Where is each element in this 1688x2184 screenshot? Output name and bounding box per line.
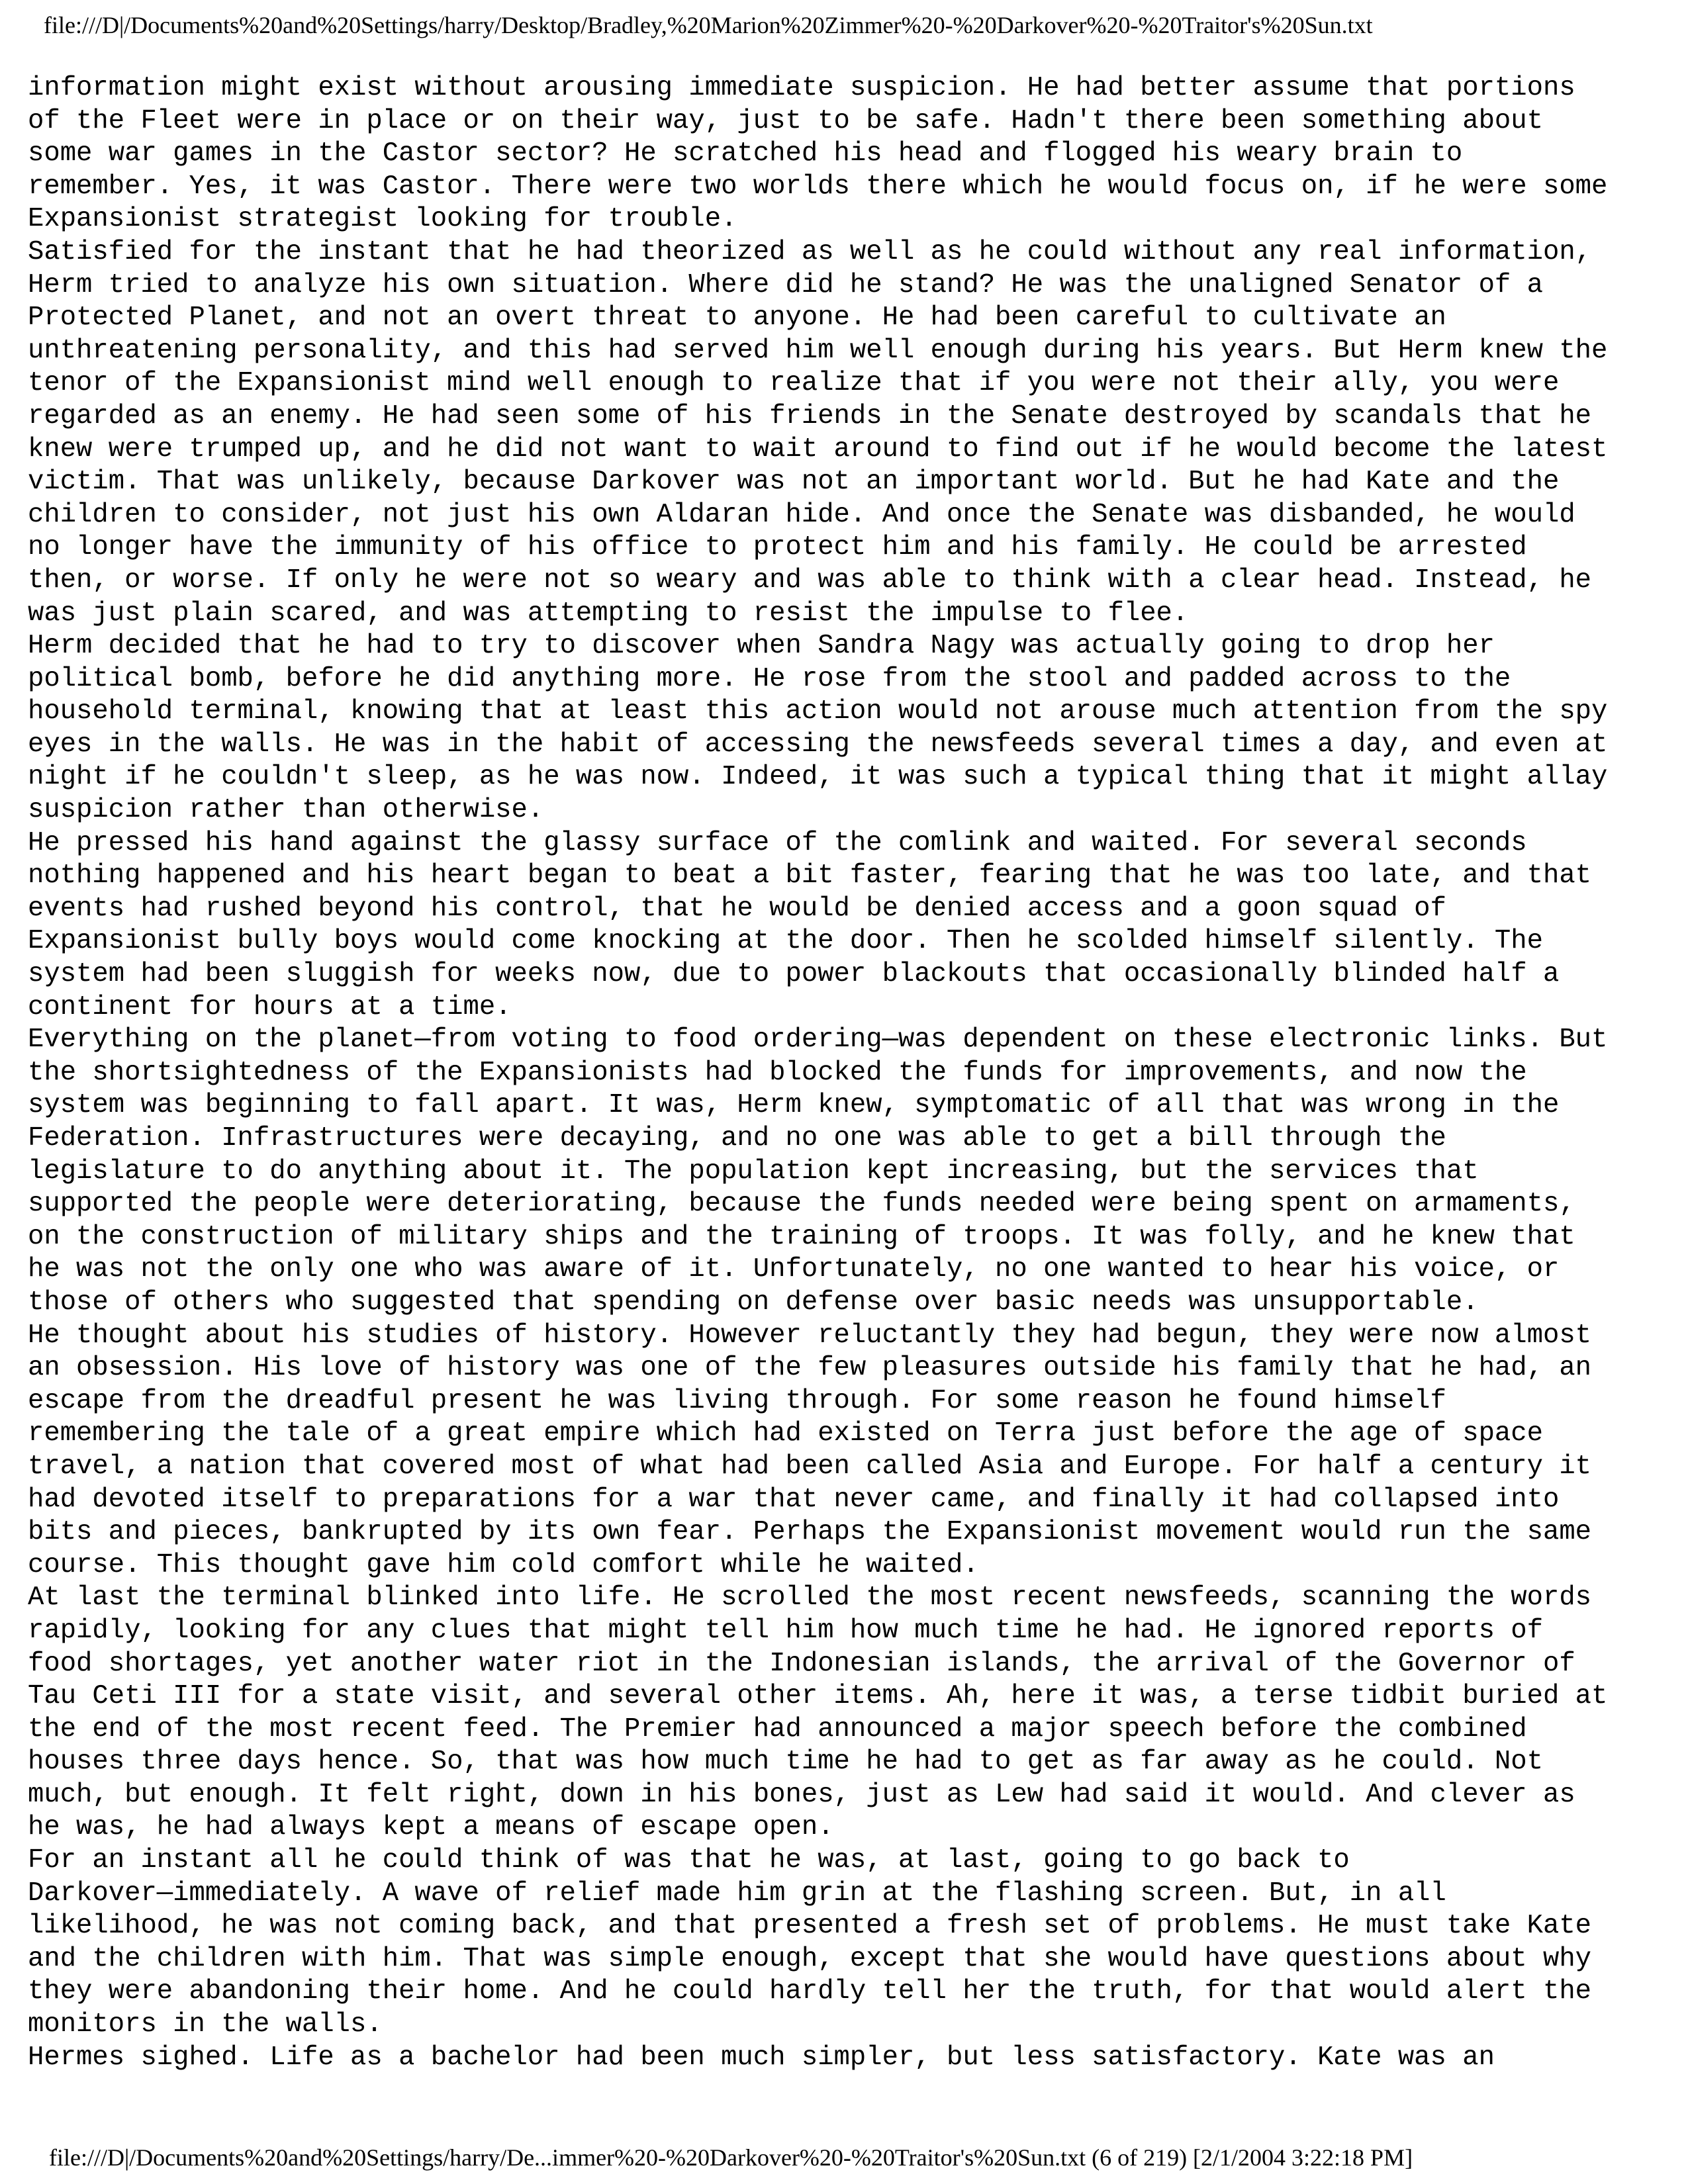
- text-line: victim. That was unlikely, because Darkover was not an important world. But he had Kate and the: [28, 467, 1560, 498]
- text-line: much, but enough. It felt right, down in his bones, just as Lew had said it would. And clever as: [28, 1779, 1575, 1810]
- text-line: suspicion rather than otherwise.: [28, 795, 544, 826]
- text-line: some war games in the Castor sector? He scratched his head and flogged his weary brain to: [28, 138, 1463, 169]
- text-line: Herm decided that he had to try to discover when Sandra Nagy was actually going to drop her: [28, 631, 1495, 662]
- text-line: unthreatening personality, and this had served him well enough during his years. But Herm knew the: [28, 335, 1608, 366]
- text-line: food shortages, yet another water riot in the Indonesian islands, the arrival of the Governor of: [28, 1648, 1575, 1679]
- text-line: Tau Ceti III for a state visit, and several other items. Ah, here it was, a terse tidbit buried at: [28, 1681, 1608, 1712]
- text-line: Everything on the planet—from voting to food ordering—was dependent on these electronic links. But: [28, 1024, 1608, 1056]
- text-line: escape from the dreadful present he was living through. For some reason he found himself: [28, 1385, 1446, 1416]
- text-line: course. This thought gave him cold comfort while he waited.: [28, 1549, 979, 1580]
- text-line: travel, a nation that covered most of what had been called Asia and Europe. For half a century it: [28, 1451, 1592, 1482]
- text-line: night if he couldn't sleep, as he was now. Indeed, it was such a typical thing that it might allay: [28, 762, 1608, 793]
- text-line: monitors in the walls.: [28, 2009, 383, 2040]
- text-line: Protected Planet, and not an overt threat to anyone. He had been careful to cultivate an: [28, 302, 1446, 334]
- text-line: knew were trumped up, and he did not want to wait around to find out if he would become the latest: [28, 433, 1608, 465]
- page-footer-url: file:///D|/Documents%20and%20Settings/harry/De...immer%20-%20Darkover%20-%20Traitor's%20Sun.txt (6 of 219) [2/1/2004 3:22:18 PM]: [49, 2144, 1413, 2171]
- text-line: system had been sluggish for weeks now, due to power blackouts that occasionally blinded half a: [28, 959, 1560, 990]
- text-line: Herm tried to analyze his own situation. Where did he stand? He was the unaligned Senator of a: [28, 269, 1543, 300]
- text-line: they were abandoning their home. And he could hardly tell her the truth, for that would alert the: [28, 1976, 1592, 2007]
- text-line: At last the terminal blinked into life. He scrolled the most recent newsfeeds, scanning the words: [28, 1582, 1592, 1614]
- text-line: no longer have the immunity of his office to protect him and his family. He could be arrested: [28, 532, 1527, 563]
- text-line: houses three days hence. So, that was how much time he had to get as far away as he could. Not: [28, 1747, 1543, 1778]
- text-line: on the construction of military ships and the training of troops. It was folly, and he knew that: [28, 1221, 1575, 1252]
- text-line: he was, he had always kept a means of escape open.: [28, 1812, 834, 1843]
- text-line: remembering the tale of a great empire which had existed on Terra just before the age of space: [28, 1418, 1543, 1449]
- text-line: information might exist without arousing immediate suspicion. He had better assume that portions: [28, 73, 1575, 103]
- text-line: Federation. Infrastructures were decaying, and no one was able to get a bill through the: [28, 1123, 1446, 1154]
- text-line: those of others who suggested that spending on defense over basic needs was unsupportable.: [28, 1287, 1479, 1318]
- text-line: system was beginning to fall apart. It was, Herm knew, symptomatic of all that was wrong in the: [28, 1090, 1560, 1121]
- text-line: regarded as an enemy. He had seen some of his friends in the Senate destroyed by scandals that he: [28, 400, 1592, 432]
- text-line: He pressed his hand against the glassy surface of the comlink and waited. For several seconds: [28, 827, 1527, 858]
- text-line: nothing happened and his heart began to beat a bit faster, fearing that he was too late, and that: [28, 860, 1592, 891]
- text-line: and the children with him. That was simple enough, except that she would have questions about why: [28, 1943, 1592, 1974]
- text-line: rapidly, looking for any clues that might tell him how much time he had. He ignored reports of: [28, 1615, 1543, 1646]
- text-line: remember. Yes, it was Castor. There were two worlds there which he would focus on, if he were some: [28, 171, 1608, 202]
- text-line: Hermes sighed. Life as a bachelor had been much simpler, but less satisfactory. Kate was an: [28, 2042, 1495, 2073]
- text-line: likelihood, he was not coming back, and that presented a fresh set of problems. He must take Kate: [28, 1911, 1592, 1942]
- text-line: then, or worse. If only he were not so weary and was able to think with a clear head. Instead, he: [28, 565, 1592, 596]
- text-line: children to consider, not just his own Aldaran hide. And once the Senate was disbanded, he would: [28, 499, 1575, 530]
- text-line: an obsession. His love of history was one of the few pleasures outside his family that he had, an: [28, 1353, 1592, 1384]
- text-line: Expansionist bully boys would come knocking at the door. Then he scolded himself silently. The: [28, 926, 1543, 957]
- text-line: tenor of the Expansionist mind well enough to realize that if you were not their ally, you were: [28, 368, 1560, 399]
- text-line: legislature to do anything about it. The population kept increasing, but the services that: [28, 1156, 1479, 1187]
- document-text-body: [28, 72, 1669, 2074]
- page-header-url: file:///D|/Documents%20and%20Settings/harry/Desktop/Bradley,%20Marion%20Zimmer%20-%20Darkover%20-%20Traitor's%20Sun.txt: [44, 12, 1373, 38]
- text-line: political bomb, before he did anything more. He rose from the stool and padded across to the: [28, 663, 1511, 694]
- text-line: he was not the only one who was aware of it. Unfortunately, no one wanted to hear his voice, or: [28, 1254, 1560, 1285]
- text-line: He thought about his studies of history. However reluctantly they had begun, they were now almost: [28, 1320, 1592, 1351]
- text-line: Satisfied for the instant that he had theorized as well as he could without any real information,: [28, 236, 1592, 267]
- text-line: supported the people were deteriorating, because the funds needed were being spent on armaments,: [28, 1189, 1575, 1220]
- text-line: of the Fleet were in place or on their way, just to be safe. Hadn't there been something about: [28, 105, 1543, 136]
- text-line: eyes in the walls. He was in the habit of accessing the newsfeeds several times a day, and even at: [28, 729, 1608, 760]
- text-line: continent for hours at a time.: [28, 991, 512, 1023]
- text-line: the shortsightedness of the Expansionists had blocked the funds for improvements, and now the: [28, 1057, 1527, 1088]
- text-line: the end of the most recent feed. The Premier had announced a major speech before the combined: [28, 1713, 1527, 1745]
- text-line: had devoted itself to preparations for a war that never came, and finally it had collapsed into: [28, 1484, 1560, 1515]
- text-line: bits and pieces, bankrupted by its own fear. Perhaps the Expansionist movement would run the same: [28, 1517, 1592, 1548]
- text-line: household terminal, knowing that at least this action would not arouse much attention from the spy: [28, 696, 1608, 727]
- text-line: Darkover—immediately. A wave of relief made him grin at the flashing screen. But, in all: [28, 1878, 1446, 1909]
- text-line: events had rushed beyond his control, that he would be denied access and a goon squad of: [28, 893, 1446, 924]
- text-line: was just plain scared, and was attempting to resist the impulse to flee.: [28, 598, 1189, 629]
- text-line: Expansionist strategist looking for trouble.: [28, 204, 737, 235]
- text-line: For an instant all he could think of was that he was, at last, going to go back to: [28, 1845, 1350, 1876]
